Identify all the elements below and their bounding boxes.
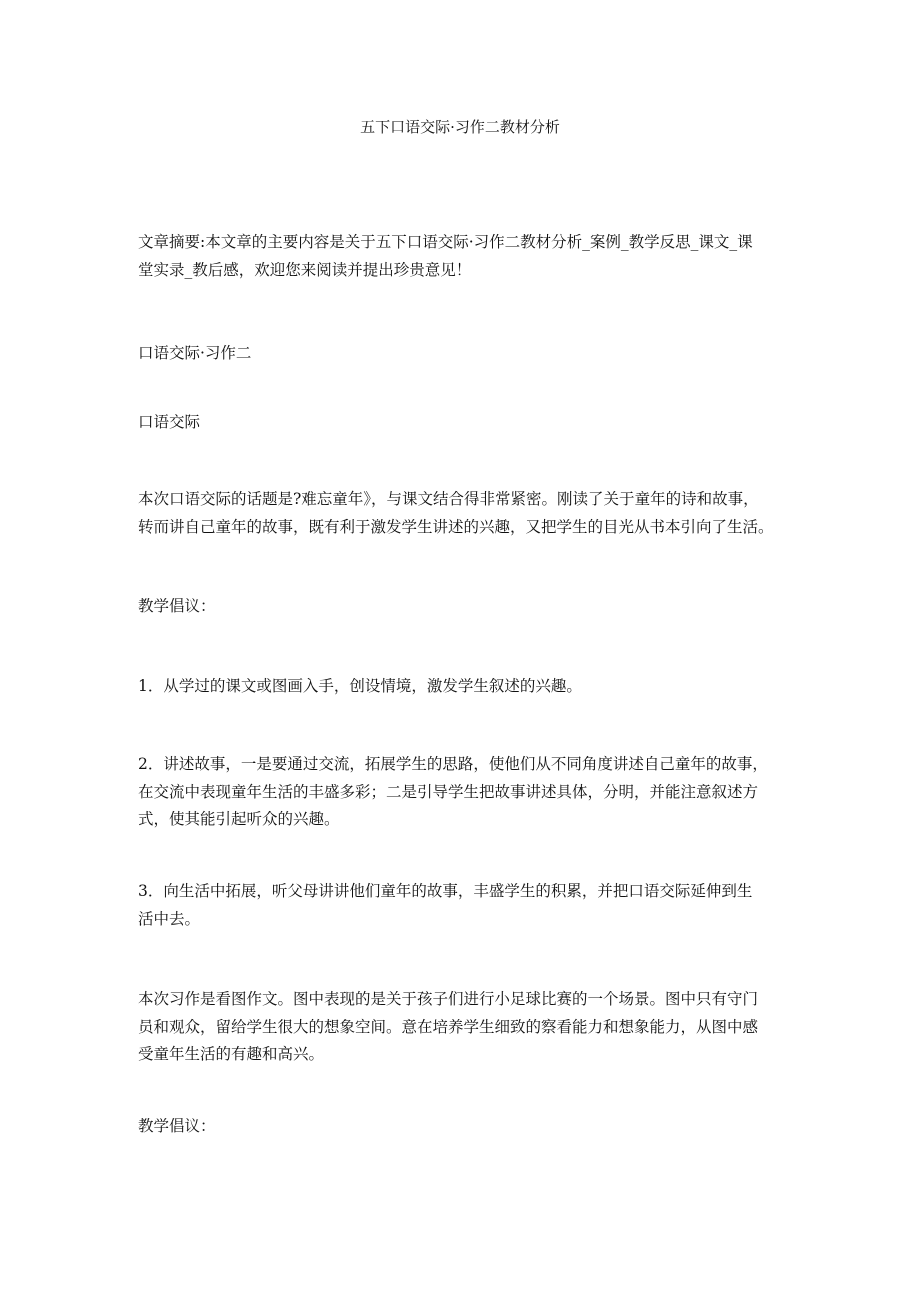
document-title: 五下口语交际·习作二教材分析 (360, 118, 560, 136)
section-heading (138, 340, 798, 368)
text-line: 教学倡议： (138, 597, 216, 615)
text-line: 教学倡议： (138, 1117, 216, 1135)
list-item-2 (138, 751, 798, 834)
text-line: 员和观众，留给学生很大的想象空间。意在培养学生细致的察看能力和想象能力，从图中感 (138, 1017, 759, 1036)
subsection-heading (138, 409, 798, 437)
text-line: 本次口语交际的话题是?难忘童年》，与课文结合得非常紧密。刚读了关于童年的诗和故事， (138, 490, 759, 508)
body-paragraph (138, 986, 798, 1069)
text-line: 口语交际·习作二 (138, 344, 252, 362)
text-line: 3．向生活中拓展，听父母讲讲他们童年的故事，丰盛学生的积累，并把口语交际延伸到生 (138, 882, 753, 900)
text-line: 2．讲述故事，一是要通过交流，拓展学生的思路，使他们从不同角度讲述自己童年的故事， (138, 755, 768, 773)
teaching-suggestions-heading (138, 1113, 798, 1141)
body-paragraph (138, 486, 798, 541)
text-line: 转而讲自己童年的故事，既有利于激发学生讲述的兴趣，又把学生的目光从书本引向了生活。 (138, 517, 774, 536)
teaching-suggestions-heading (138, 593, 798, 621)
text-line: 本次习作是看图作文。图中表现的是关于孩子们进行小足球比赛的一个场景。图中只有守门 (138, 990, 759, 1008)
text-line: 受童年生活的有趣和高兴。 (138, 1045, 325, 1063)
text-line: 式，使其能引起听众的兴趣。 (138, 810, 340, 828)
text-line: 堂实录_教后感，欢迎您来阅读并提出珍贵意见！ (138, 260, 472, 279)
abstract-paragraph (138, 229, 798, 284)
list-item-3 (138, 878, 798, 933)
text-line: 口语交际 (138, 413, 201, 431)
text-line: 文章摘要:本文章的主要内容是关于五下口语交际·习作二教材分析_案例_教学反思_课文_课 (138, 233, 753, 251)
list-item-1 (138, 673, 798, 701)
text-line: 1．从学过的课文或图画入手，创设情境，激发学生叙述的兴趣。 (138, 677, 582, 695)
text-line: 活中去。 (138, 909, 201, 928)
text-line: 在交流中表现童年生活的丰盛多彩；二是引导学生把故事讲述具体，分明，并能注意叙述方 (138, 782, 759, 801)
